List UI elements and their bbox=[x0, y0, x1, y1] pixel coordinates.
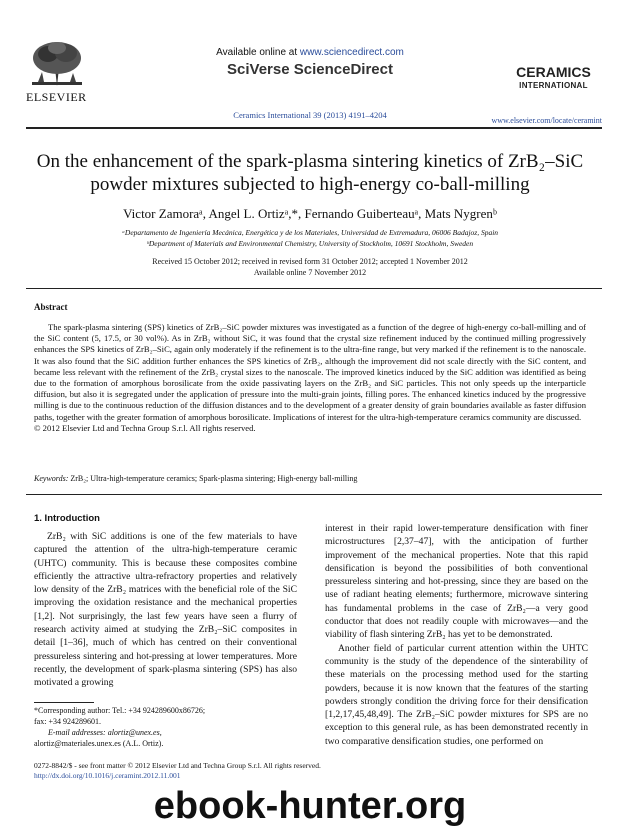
corresponding-author: *Corresponding author: Tel.: +34 924289600x86726; bbox=[34, 706, 206, 715]
header-rule bbox=[26, 127, 602, 129]
sciencedirect-link[interactable]: www.sciencedirect.com bbox=[299, 47, 404, 58]
email-addresses-continued: alortiz@materiales.unex.es (A.L. Ortiz). bbox=[34, 739, 164, 748]
section-heading-introduction: 1. Introduction bbox=[34, 513, 100, 524]
journal-reference-link[interactable]: Ceramics International 39 (2013) 4191–4204 bbox=[233, 110, 387, 120]
intro-paragraph-continued: interest in their rapid lower-temperature densification with finer microstructures [2,37–47], with the anticipation of further improvement of the mechanical properties. Note that this rapid densification is beyond the possibilities of both conventional pressureless sintering and hot-pressing, since they are based on the use of radiant heating elements; furthermore, microwave sintering has fundamental problems in the case of ZrB₂—a very good conductor that does not readily couple with microwaves—and the viability of flash sintering ZrB₂ has yet to be demonstrated. bbox=[325, 523, 588, 641]
affiliation-b: ᵇDepartment of Materials and Environmental Chemistry, University of Stockholm, 10691 Stockholm, Sweden bbox=[146, 239, 474, 248]
abstract-bottom-rule bbox=[26, 494, 602, 495]
fax-number: fax: +34 924289601. bbox=[34, 717, 101, 726]
footnote-rule bbox=[34, 702, 94, 703]
author-list: Victor Zamoraᵃ, Angel L. Ortizᵃ,*, Fernando Guiberteauᵃ, Mats Nygrenᵇ bbox=[123, 206, 497, 221]
journal-homepage-link[interactable]: www.elsevier.com/locate/ceramint bbox=[491, 116, 602, 125]
journal-logo-line2: INTERNATIONAL bbox=[519, 81, 588, 90]
body-column-left bbox=[34, 530, 297, 690]
affiliation-a: ᵃDepartamento de Ingeniería Mecánica, Energética y de los Materiales, Universidad de Extremadura, 06006 Badajoz, Spain bbox=[121, 228, 499, 237]
body-column-right bbox=[325, 522, 588, 748]
abstract-heading: Abstract bbox=[34, 302, 68, 312]
platform-name: SciVerse ScienceDirect bbox=[227, 61, 393, 78]
abstract-body bbox=[34, 322, 586, 434]
available-prefix: Available online at bbox=[216, 47, 300, 58]
abstract-text: The spark-plasma sintering (SPS) kinetics of ZrB₂–SiC powder mixtures was investigated as a function of the degree of high-energy co-ball-milling and of the SiC content (5, 17.5, or 30 vol%). As in ZrB₂ without SiC, it was found that the crystal size refinement induced by the continued milling progressively enhances the SPS kinetics of ZrB₂–SiC, again only moderately if the refinement is to the ultra-fine range, but very marked if the refinement is to the nanoscale. It was also found that the SiC addition further enhances the SPS kinetics of ZrB₂, although the improvement did not scale directly with the SiC content, and became less relevant with the refinement of the ZrB₂ crystal sizes to the nanoscale. The improved kinetics induced by the SiC addition was identified as being due to the formation of amorphous borosilicate from the oxide passivating layers on the ZrB₂ and SiC particles. This not only speeds up the interparticle diffusion, but also it is segregated under the application of pressure into the multi-grain joints, filling pores. The enhanced kinetics induced by the progressive milling is due to the continuous reduction of the diffusion distances and to the development of a greater density of grain boundaries available as faster diffusion paths, together with the greater formation of amorphous borosilicate. Implications of interest for the ultra-high-temperature ceramics community are discussed. bbox=[34, 322, 586, 422]
received-dates: Received 15 October 2012; received in revised form 31 October 2012; accepted 1 November 2012 bbox=[152, 257, 468, 266]
abstract-top-rule bbox=[26, 288, 602, 289]
publisher-name: ELSEVIER bbox=[26, 90, 87, 104]
abstract-copyright: © 2012 Elsevier Ltd and Techna Group S.r.l. All rights reserved. bbox=[34, 422, 256, 433]
availability-line bbox=[0, 47, 620, 58]
keywords-text: ZrB₂; Ultra-high-temperature ceramics; Spark-plasma sintering; High-energy ball-milling bbox=[68, 474, 358, 483]
title-line-2: powder mixtures subjected to high-energy co-ball-milling bbox=[90, 174, 530, 195]
title-line-1: On the enhancement of the spark-plasma sintering kinetics of ZrB₂–SiC bbox=[36, 151, 584, 172]
footnotes bbox=[34, 705, 205, 749]
front-matter-info bbox=[34, 761, 321, 781]
article-title bbox=[30, 150, 590, 196]
issn-line: 0272-8842/$ - see front matter © 2012 Elsevier Ltd and Techna Group S.r.l. All rights reserved. bbox=[34, 761, 321, 770]
online-date: Available online 7 November 2012 bbox=[253, 268, 367, 277]
email-addresses: E-mail addresses: alortiz@unex.es, bbox=[48, 728, 162, 737]
journal-logo-line1: CERAMICS bbox=[516, 64, 591, 80]
watermark: ebook-hunter.org bbox=[153, 785, 467, 827]
intro-paragraph-2: Another field of particular current attention within the UHTC community is the study of the dependence of the sinterability of these materials on the processing method used for the starting powders, because it is now known that the features of the starting powders strongly condition the driving force for their densification [1,2,17,45,48,49]. The ZrB₂–SiC powder mixtures for SPS are no exception to this general rule, as has been demonstrated recently in two comparative densification studies, one performed on bbox=[325, 642, 588, 747]
intro-paragraph-1: ZrB₂ with SiC additions is one of the few materials to have captured the attention of the ultra-high-temperature ceramic (UHTC) community. This is because these composites combine efficiently the attractive ultra-refractory properties and relatively low density of the ZrB₂ matrices with the beneficial role of the SiC improving the oxidation resistance and the mechanical properties [1,2]. Not surprisingly, the last few years have seen a flurry of research activity aimed at studying the ZrB₂–SiC composites in detail [1–36], much of which has centred on their conventional pressureless sintering and hot-pressing at lower temperatures. More recently, the development of spark-plasma sintering (SPS) has also motivated a growing bbox=[34, 531, 297, 689]
keywords bbox=[34, 474, 586, 483]
doi-link[interactable]: http://dx.doi.org/10.1016/j.ceramint.2012.11.001 bbox=[34, 771, 181, 780]
keywords-label: Keywords: bbox=[34, 474, 69, 483]
